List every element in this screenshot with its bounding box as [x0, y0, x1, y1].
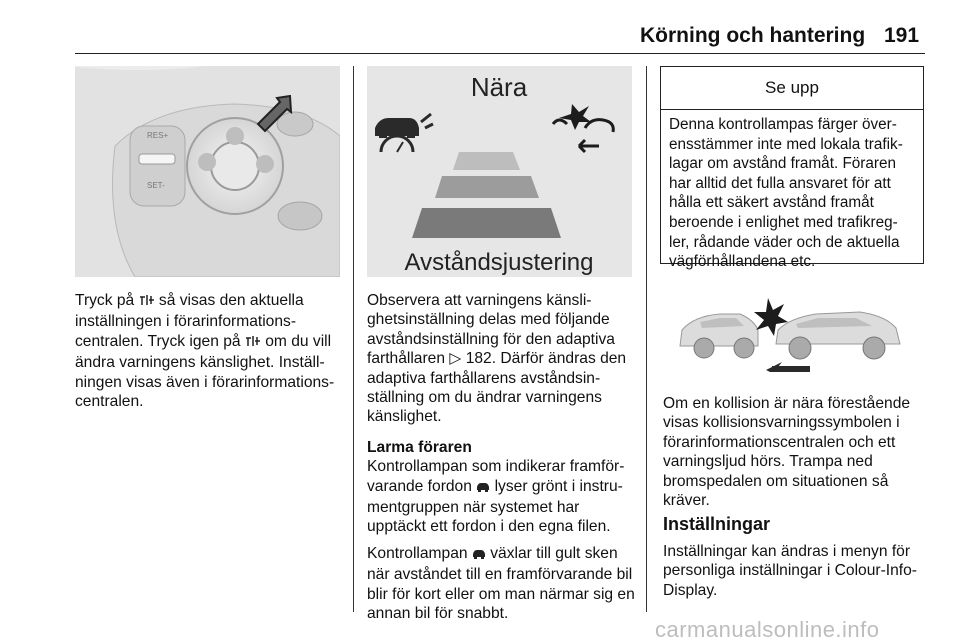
figure-bottom-label: Avståndsjustering: [404, 249, 594, 276]
vehicle-sensitivity-icon: [375, 114, 433, 152]
caution-title: Se upp: [661, 67, 923, 110]
page-ref-number: 182: [465, 350, 492, 368]
center-paragraph-1-text: Observera att varningens känsli-ghetsinställning delas med följande avståndsinställning för den adaptiva farthållaren: [367, 292, 615, 368]
collision-figure: [660, 278, 924, 382]
left-paragraph-part2: så visas den aktuella inställningen i förarinformations-centralen. Tryck igen på: [75, 292, 304, 350]
center-column-text: [367, 291, 635, 624]
column-divider-right: [646, 66, 647, 612]
steering-wheel-figure: [75, 66, 340, 277]
collision-warning-icon: [553, 104, 613, 152]
left-paragraph-part1: Tryck på: [75, 292, 135, 309]
center-paragraph-2-b: lyser grönt i instru-mentgruppen när systemet har upptäckt ett fordon i den egna filen.: [367, 477, 623, 536]
page-header-title: Körning och hantering: [640, 24, 866, 47]
left-paragraph-part3: om du vill ändra varningens känslighet. Inställ-ningen visas även i förarinformations-centralen.: [75, 332, 335, 411]
page-number: 191: [884, 24, 920, 47]
watermark: carmanualsonline.info: [655, 617, 880, 642]
res-label: RES+: [147, 131, 169, 140]
left-column-text: [75, 291, 345, 411]
alert-subheading: Larma föraren: [367, 438, 472, 456]
center-paragraph-3-a: Kontrollampan: [367, 544, 468, 562]
vehicle-ahead-icon: [476, 479, 490, 498]
right-column-text-2: [663, 542, 928, 600]
column-divider-left: [353, 66, 354, 612]
page-ref-icon: ▷: [449, 350, 462, 368]
center-paragraph-1-end: . Därför ändras den adaptiva farthållarens avståndsin-ställning om du ändrar varningens känslighet.: [367, 350, 627, 426]
center-paragraph-2-a: Kontrollampan som indikerar framför-varande fordon: [367, 458, 625, 495]
steering-wheel-illustration: [75, 66, 340, 277]
header-rule: [75, 53, 925, 54]
collision-sensitivity-icon: [139, 293, 155, 312]
left-paragraph: [75, 291, 345, 411]
figure-top-label: Nära: [470, 72, 528, 102]
distance-setting-figure: [367, 66, 632, 277]
vehicle-ahead-icon: [472, 546, 486, 565]
right-paragraph: Om en kollision är nära förestående visas kollisionsvarningssymbolen i förarinformationscentralen och ett varningsljud hörs. Trampa ned bromspedalen om situationen så kräver.: [663, 395, 911, 510]
caution-box: [660, 66, 924, 271]
collision-sensitivity-icon: [245, 334, 261, 353]
center-paragraph-2: [367, 457, 635, 537]
settings-heading: Inställningar: [663, 514, 771, 534]
right-column-text: [663, 394, 928, 510]
center-paragraph-3: [367, 544, 635, 624]
center-paragraph-3-b: växlar till gult sken när avståndet till en framförvarande bil blir för kort eller om man närmar sig en annan bil för snabbt.: [367, 544, 635, 623]
caution-text: Denna kontrollampas färger över-ensstämmer inte med lokala trafik-lagar om avstånd framåt. Föraren har alltid det fulla ansvaret för att hålla ett säkert avstånd framåt beroende i enlighet med trafikreg-ler, rådande väder och de aktuella vägförhållandena etc.: [669, 116, 903, 271]
set-label: SET-: [147, 181, 165, 190]
center-paragraph-1: [367, 291, 635, 427]
right-paragraph-2: Inställningar kan ändras i menyn för personliga inställningar i Colour-Info-Display.: [663, 543, 917, 599]
